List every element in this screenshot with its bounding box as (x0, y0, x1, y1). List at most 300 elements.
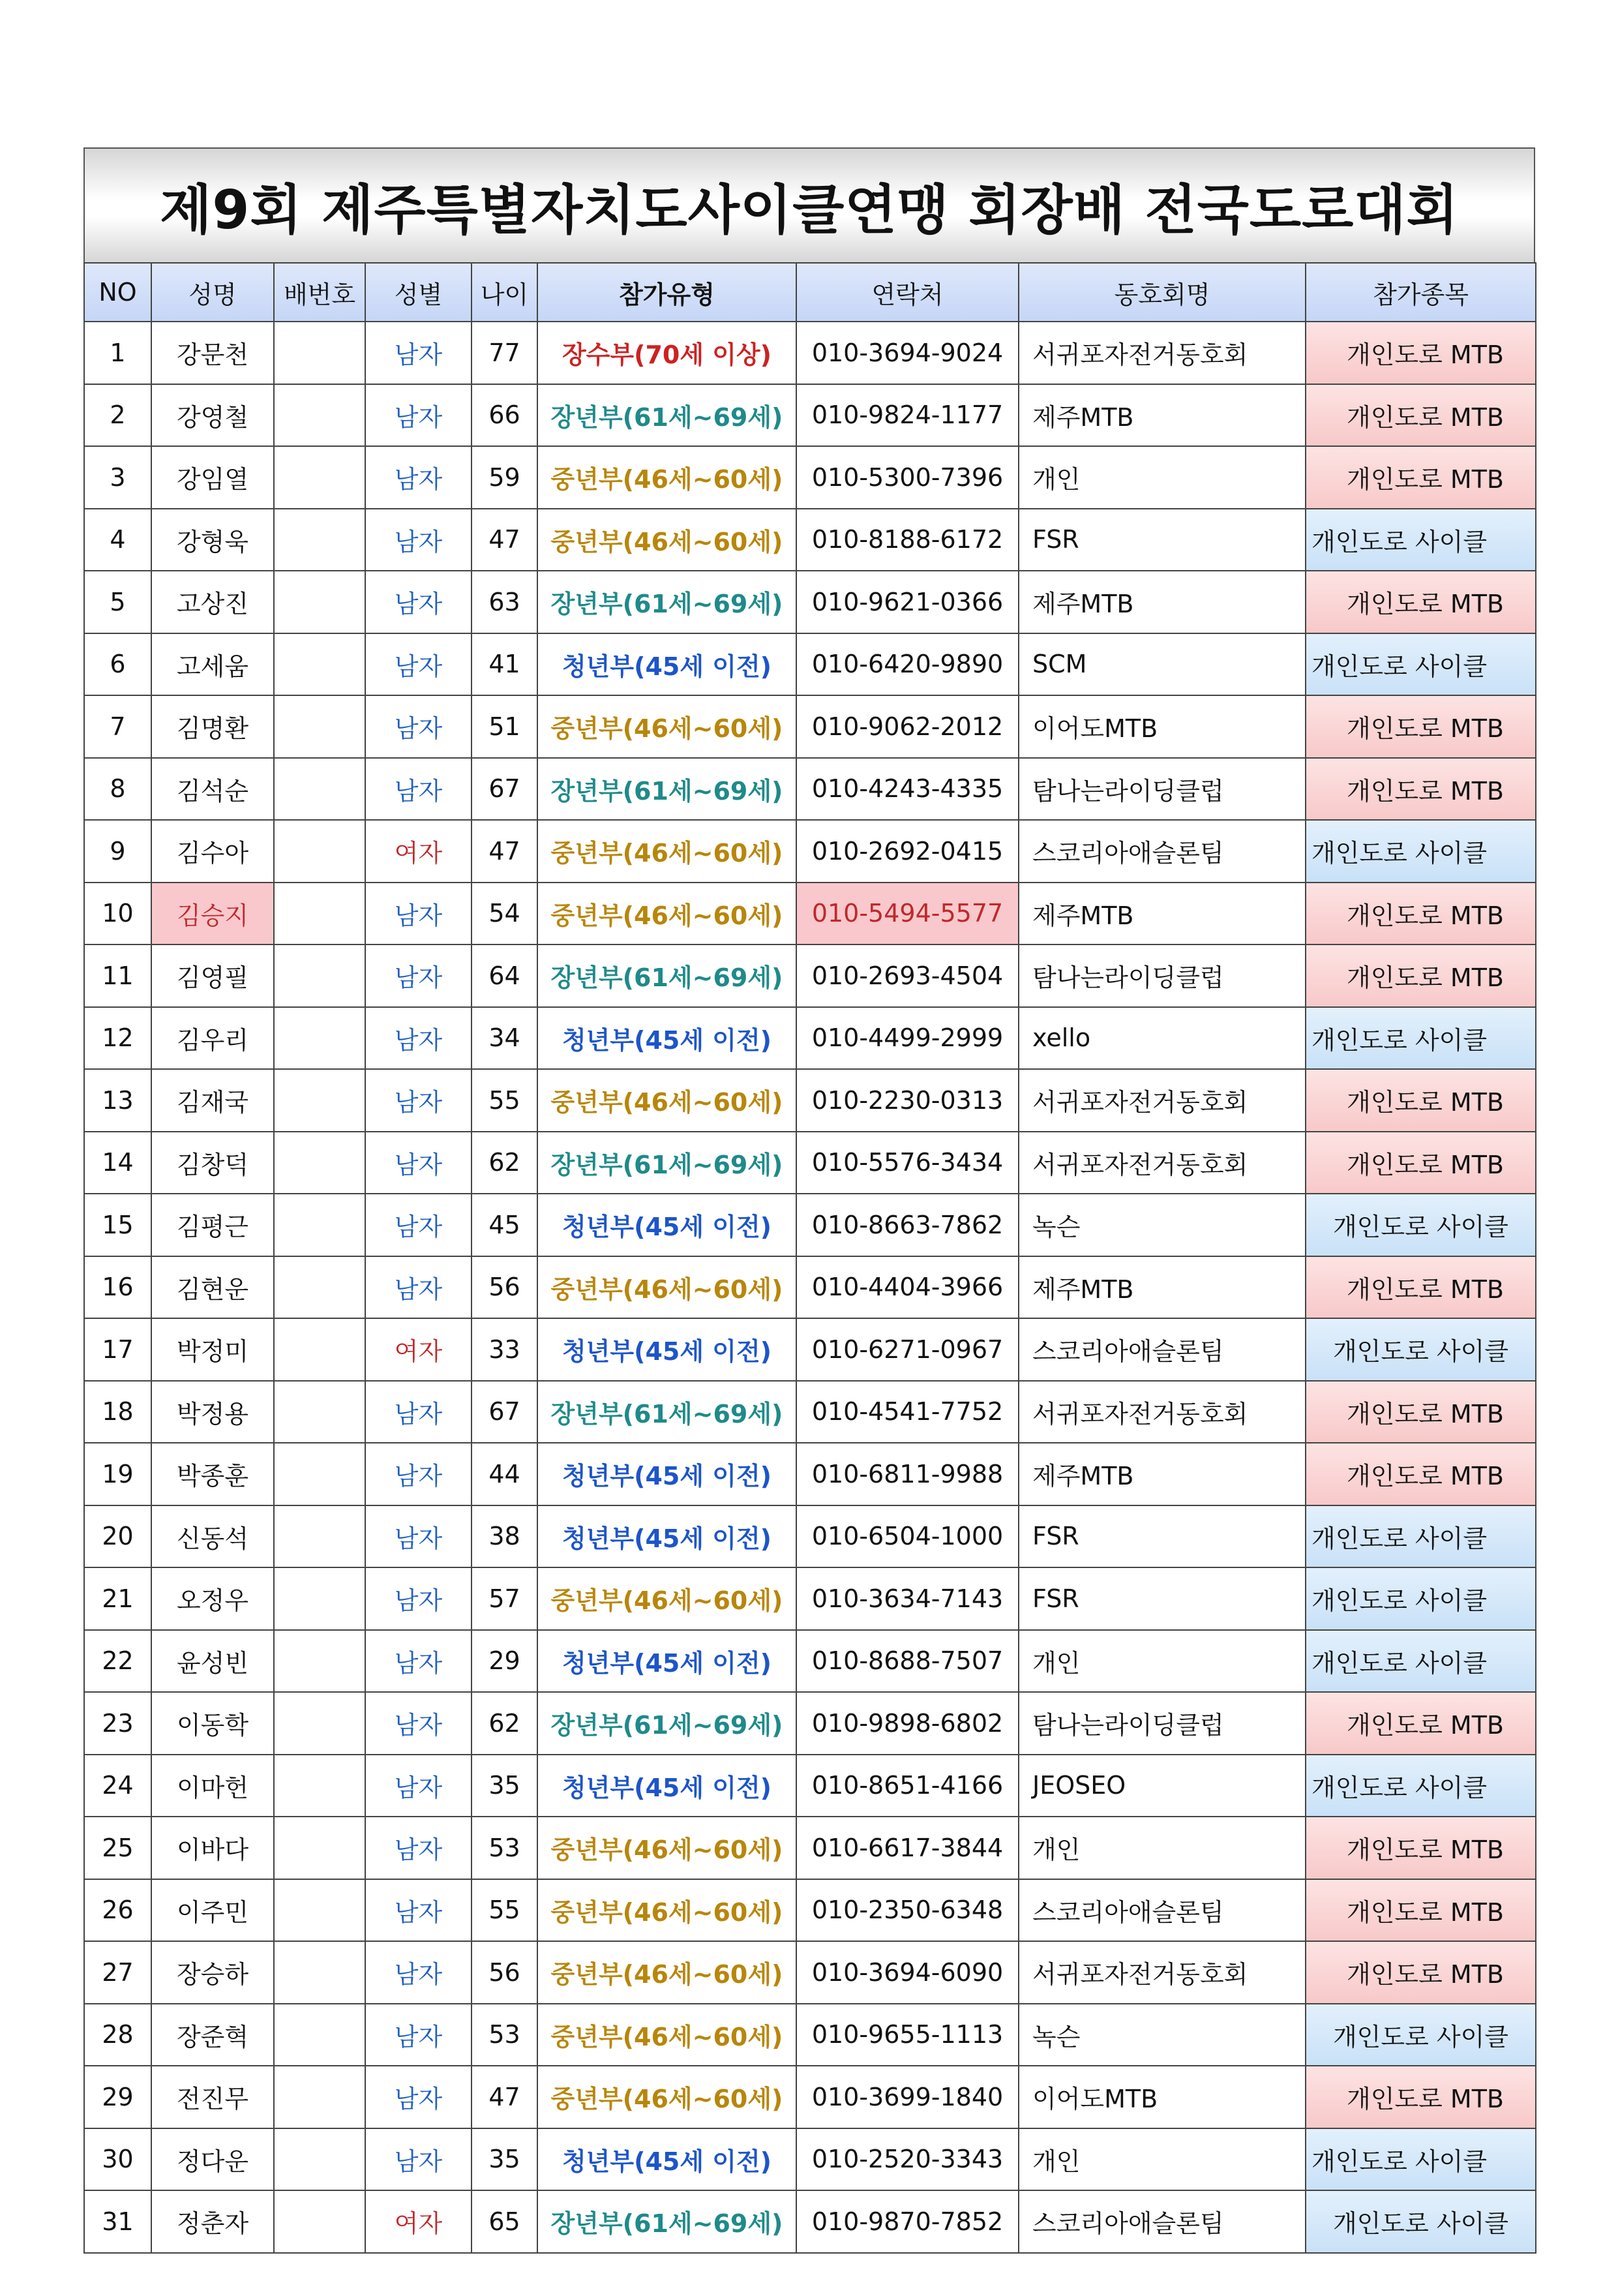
cell-category: 중년부(46세~60세) (537, 1941, 796, 2004)
cell-name: 장준혁 (151, 2004, 274, 2066)
cell-club: 스코리아애슬론팀 (1019, 820, 1306, 883)
cell-event: 개인도로 사이클 (1306, 1567, 1536, 1630)
cell-age: 51 (472, 695, 537, 758)
cell-phone: 010-3694-9024 (796, 322, 1019, 384)
cell-category: 중년부(46세~60세) (537, 1817, 796, 1879)
cell-club: 개인 (1019, 2128, 1306, 2191)
cell-bib (274, 695, 365, 758)
cell-no: 3 (84, 446, 151, 509)
cell-no: 31 (84, 2190, 151, 2253)
cell-category: 중년부(46세~60세) (537, 1567, 796, 1630)
cell-no: 6 (84, 633, 151, 696)
cell-name: 김명환 (151, 695, 274, 758)
cell-event: 개인도로 사이클 (1306, 1007, 1536, 1070)
cell-club: 녹슨 (1019, 2004, 1306, 2066)
cell-category: 장년부(61세~69세) (537, 944, 796, 1007)
cell-phone: 010-9870-7852 (796, 2190, 1019, 2253)
cell-category: 장년부(61세~69세) (537, 1132, 796, 1194)
cell-age: 35 (472, 2128, 537, 2191)
col-header-name: 성명 (151, 263, 274, 322)
cell-gender: 남자 (365, 2004, 472, 2066)
cell-age: 62 (472, 1692, 537, 1755)
table-row (84, 758, 1536, 821)
cell-bib (274, 1256, 365, 1319)
table-row (84, 944, 1536, 1007)
cell-category: 장년부(61세~69세) (537, 571, 796, 633)
cell-no: 1 (84, 322, 151, 384)
cell-name: 이동학 (151, 1692, 274, 1755)
registration-sheet (83, 147, 1535, 2254)
cell-phone: 010-4404-3966 (796, 1256, 1019, 1319)
cell-bib (274, 1318, 365, 1381)
cell-event: 개인도로 사이클 (1306, 2190, 1536, 2253)
cell-name: 김승지 (151, 883, 274, 945)
cell-category: 장년부(61세~69세) (537, 758, 796, 821)
cell-event: 개인도로 MTB (1306, 571, 1536, 633)
cell-age: 77 (472, 322, 537, 384)
cell-club: 스코리아애슬론팀 (1019, 2190, 1306, 2253)
cell-phone: 010-3694-6090 (796, 1941, 1019, 2004)
cell-phone: 010-2692-0415 (796, 820, 1019, 883)
cell-age: 47 (472, 509, 537, 571)
cell-age: 55 (472, 1879, 537, 1942)
table-row (84, 1381, 1536, 1443)
cell-gender: 남자 (365, 1007, 472, 1070)
cell-name: 이마헌 (151, 1755, 274, 1817)
cell-event: 개인도로 사이클 (1306, 820, 1536, 883)
cell-category: 청년부(45세 이전) (537, 1318, 796, 1381)
cell-age: 29 (472, 1630, 537, 1693)
cell-category: 청년부(45세 이전) (537, 1194, 796, 1256)
cell-age: 53 (472, 1817, 537, 1879)
cell-event: 개인도로 사이클 (1306, 2004, 1536, 2066)
cell-phone: 010-5300-7396 (796, 446, 1019, 509)
cell-age: 47 (472, 2066, 537, 2128)
cell-event: 개인도로 MTB (1306, 883, 1536, 945)
table-row (84, 446, 1536, 509)
cell-gender: 남자 (365, 1630, 472, 1693)
cell-age: 41 (472, 633, 537, 696)
cell-no: 16 (84, 1256, 151, 1319)
table-row (84, 384, 1536, 447)
participant-table (83, 262, 1536, 2254)
cell-gender: 남자 (365, 1505, 472, 1568)
table-row (84, 1007, 1536, 1070)
cell-bib (274, 1692, 365, 1755)
header-row (84, 263, 1536, 322)
cell-gender: 남자 (365, 758, 472, 821)
table-row (84, 1941, 1536, 2004)
cell-event: 개인도로 MTB (1306, 384, 1536, 447)
table-row (84, 1630, 1536, 1693)
cell-category: 중년부(46세~60세) (537, 820, 796, 883)
table-row (84, 1256, 1536, 1319)
cell-gender: 남자 (365, 2066, 472, 2128)
cell-event: 개인도로 MTB (1306, 1256, 1536, 1319)
cell-name: 이주민 (151, 1879, 274, 1942)
cell-bib (274, 446, 365, 509)
cell-bib (274, 322, 365, 384)
col-header-club: 동호회명 (1019, 263, 1306, 322)
cell-club: 제주MTB (1019, 384, 1306, 447)
cell-no: 26 (84, 1879, 151, 1942)
cell-category: 중년부(46세~60세) (537, 2066, 796, 2128)
cell-phone: 010-5494-5577 (796, 883, 1019, 945)
cell-bib (274, 1069, 365, 1132)
cell-bib (274, 509, 365, 571)
cell-age: 63 (472, 571, 537, 633)
cell-category: 중년부(46세~60세) (537, 883, 796, 945)
cell-phone: 010-9898-6802 (796, 1692, 1019, 1755)
cell-name: 고세움 (151, 633, 274, 696)
cell-no: 5 (84, 571, 151, 633)
cell-no: 13 (84, 1069, 151, 1132)
cell-bib (274, 1007, 365, 1070)
cell-event: 개인도로 사이클 (1306, 633, 1536, 696)
cell-bib (274, 820, 365, 883)
table-row (84, 1132, 1536, 1194)
cell-gender: 남자 (365, 695, 472, 758)
cell-phone: 010-5576-3434 (796, 1132, 1019, 1194)
cell-phone: 010-9655-1113 (796, 2004, 1019, 2066)
cell-club: 개인 (1019, 446, 1306, 509)
cell-gender: 남자 (365, 1194, 472, 1256)
cell-bib (274, 1755, 365, 1817)
cell-gender: 남자 (365, 1567, 472, 1630)
cell-club: 서귀포자전거동호회 (1019, 1132, 1306, 1194)
cell-no: 27 (84, 1941, 151, 2004)
cell-gender: 남자 (365, 509, 472, 571)
page-title: 제9회 제주특별자치도사이클연맹 회장배 전국도로대회 (160, 179, 1459, 241)
cell-club: FSR (1019, 1567, 1306, 1630)
cell-phone: 010-2693-4504 (796, 944, 1019, 1007)
cell-no: 4 (84, 509, 151, 571)
cell-name: 강임열 (151, 446, 274, 509)
cell-bib (274, 2066, 365, 2128)
cell-bib (274, 1132, 365, 1194)
table-row (84, 1443, 1536, 1505)
cell-no: 30 (84, 2128, 151, 2191)
table-row (84, 1879, 1536, 1942)
cell-event: 개인도로 MTB (1306, 695, 1536, 758)
cell-category: 청년부(45세 이전) (537, 1007, 796, 1070)
cell-category: 청년부(45세 이전) (537, 1755, 796, 1817)
cell-phone: 010-9824-1177 (796, 384, 1019, 447)
cell-event: 개인도로 MTB (1306, 1069, 1536, 1132)
table-row (84, 883, 1536, 945)
cell-no: 8 (84, 758, 151, 821)
table-row (84, 1069, 1536, 1132)
cell-name: 고상진 (151, 571, 274, 633)
table-row (84, 2066, 1536, 2128)
cell-name: 이바다 (151, 1817, 274, 1879)
cell-event: 개인도로 사이클 (1306, 1318, 1536, 1381)
cell-name: 김창덕 (151, 1132, 274, 1194)
cell-gender: 남자 (365, 1755, 472, 1817)
cell-event: 개인도로 MTB (1306, 446, 1536, 509)
cell-bib (274, 1630, 365, 1693)
cell-phone: 010-6504-1000 (796, 1505, 1019, 1568)
cell-no: 2 (84, 384, 151, 447)
cell-no: 12 (84, 1007, 151, 1070)
cell-age: 47 (472, 820, 537, 883)
cell-event: 개인도로 사이클 (1306, 2128, 1536, 2191)
cell-age: 59 (472, 446, 537, 509)
cell-category: 청년부(45세 이전) (537, 633, 796, 696)
table-row (84, 2190, 1536, 2253)
table-row (84, 2004, 1536, 2066)
cell-bib (274, 1381, 365, 1443)
cell-bib (274, 1567, 365, 1630)
cell-club: 제주MTB (1019, 1256, 1306, 1319)
cell-name: 강문천 (151, 322, 274, 384)
cell-event: 개인도로 MTB (1306, 1443, 1536, 1505)
cell-club: 녹슨 (1019, 1194, 1306, 1256)
cell-gender: 남자 (365, 1879, 472, 1942)
cell-event: 개인도로 사이클 (1306, 1755, 1536, 1817)
cell-bib (274, 2128, 365, 2191)
table-row (84, 1692, 1536, 1755)
cell-name: 김현운 (151, 1256, 274, 1319)
cell-event: 개인도로 MTB (1306, 1692, 1536, 1755)
cell-age: 57 (472, 1567, 537, 1630)
cell-category: 중년부(46세~60세) (537, 1256, 796, 1319)
cell-bib (274, 1505, 365, 1568)
cell-gender: 남자 (365, 1692, 472, 1755)
cell-no: 17 (84, 1318, 151, 1381)
cell-age: 64 (472, 944, 537, 1007)
cell-event: 개인도로 MTB (1306, 322, 1536, 384)
table-row (84, 633, 1536, 696)
cell-phone: 010-6271-0967 (796, 1318, 1019, 1381)
cell-age: 55 (472, 1069, 537, 1132)
cell-event: 개인도로 사이클 (1306, 1194, 1536, 1256)
cell-age: 62 (472, 1132, 537, 1194)
cell-club: JEOSEO (1019, 1755, 1306, 1817)
table-row (84, 322, 1536, 384)
cell-club: 개인 (1019, 1817, 1306, 1879)
cell-club: FSR (1019, 509, 1306, 571)
cell-category: 장년부(61세~69세) (537, 1692, 796, 1755)
cell-bib (274, 2004, 365, 2066)
cell-age: 44 (472, 1443, 537, 1505)
col-header-no: NO (84, 263, 151, 322)
cell-club: 서귀포자전거동호회 (1019, 1941, 1306, 2004)
cell-club: 이어도MTB (1019, 2066, 1306, 2128)
table-row (84, 1817, 1536, 1879)
cell-age: 38 (472, 1505, 537, 1568)
cell-club: 개인 (1019, 1630, 1306, 1693)
cell-event: 개인도로 사이클 (1306, 1630, 1536, 1693)
cell-category: 중년부(46세~60세) (537, 509, 796, 571)
cell-club: 이어도MTB (1019, 695, 1306, 758)
cell-phone: 010-6811-9988 (796, 1443, 1019, 1505)
cell-club: 탐나는라이딩클럽 (1019, 758, 1306, 821)
cell-age: 54 (472, 883, 537, 945)
cell-age: 33 (472, 1318, 537, 1381)
title-bar (83, 147, 1535, 262)
cell-gender: 여자 (365, 1318, 472, 1381)
cell-club: 서귀포자전거동호회 (1019, 1069, 1306, 1132)
cell-name: 정다운 (151, 2128, 274, 2191)
cell-category: 청년부(45세 이전) (537, 1630, 796, 1693)
col-header-event: 참가종목 (1306, 263, 1536, 322)
cell-age: 56 (472, 1941, 537, 2004)
cell-gender: 남자 (365, 1443, 472, 1505)
cell-club: 스코리아애슬론팀 (1019, 1318, 1306, 1381)
cell-club: 스코리아애슬론팀 (1019, 1879, 1306, 1942)
cell-category: 중년부(46세~60세) (537, 446, 796, 509)
cell-name: 박정미 (151, 1318, 274, 1381)
cell-no: 29 (84, 2066, 151, 2128)
cell-category: 장년부(61세~69세) (537, 2190, 796, 2253)
cell-name: 정춘자 (151, 2190, 274, 2253)
cell-bib (274, 1879, 365, 1942)
cell-phone: 010-6420-9890 (796, 633, 1019, 696)
cell-category: 장수부(70세 이상) (537, 322, 796, 384)
cell-no: 21 (84, 1567, 151, 1630)
cell-phone: 010-3699-1840 (796, 2066, 1019, 2128)
cell-bib (274, 944, 365, 1007)
cell-bib (274, 1194, 365, 1256)
cell-bib (274, 384, 365, 447)
cell-gender: 남자 (365, 883, 472, 945)
cell-age: 34 (472, 1007, 537, 1070)
table-row (84, 695, 1536, 758)
cell-phone: 010-4499-2999 (796, 1007, 1019, 1070)
cell-gender: 남자 (365, 1256, 472, 1319)
cell-event: 개인도로 MTB (1306, 1132, 1536, 1194)
cell-phone: 010-3634-7143 (796, 1567, 1019, 1630)
cell-no: 19 (84, 1443, 151, 1505)
cell-name: 김수아 (151, 820, 274, 883)
cell-phone: 010-8688-7507 (796, 1630, 1019, 1693)
cell-phone: 010-8663-7862 (796, 1194, 1019, 1256)
cell-category: 장년부(61세~69세) (537, 384, 796, 447)
cell-name: 김영필 (151, 944, 274, 1007)
cell-club: 탐나는라이딩클럽 (1019, 1692, 1306, 1755)
cell-club: 제주MTB (1019, 883, 1306, 945)
cell-event: 개인도로 MTB (1306, 2066, 1536, 2128)
cell-no: 22 (84, 1630, 151, 1693)
cell-bib (274, 633, 365, 696)
cell-name: 오정우 (151, 1567, 274, 1630)
col-header-category: 참가유형 (537, 263, 796, 322)
table-row (84, 571, 1536, 633)
cell-age: 35 (472, 1755, 537, 1817)
cell-no: 15 (84, 1194, 151, 1256)
cell-phone: 010-4541-7752 (796, 1381, 1019, 1443)
col-header-age: 나이 (472, 263, 537, 322)
cell-event: 개인도로 MTB (1306, 1381, 1536, 1443)
cell-bib (274, 2190, 365, 2253)
cell-phone: 010-2350-6348 (796, 1879, 1019, 1942)
cell-bib (274, 883, 365, 945)
cell-event: 개인도로 사이클 (1306, 509, 1536, 571)
cell-name: 신동석 (151, 1505, 274, 1568)
cell-club: SCM (1019, 633, 1306, 696)
col-header-phone: 연락처 (796, 263, 1019, 322)
cell-no: 9 (84, 820, 151, 883)
cell-no: 10 (84, 883, 151, 945)
cell-phone: 010-4243-4335 (796, 758, 1019, 821)
cell-category: 청년부(45세 이전) (537, 1505, 796, 1568)
cell-name: 강영철 (151, 384, 274, 447)
col-header-bib: 배번호 (274, 263, 365, 322)
cell-no: 14 (84, 1132, 151, 1194)
cell-gender: 여자 (365, 820, 472, 883)
cell-event: 개인도로 MTB (1306, 1941, 1536, 2004)
cell-bib (274, 571, 365, 633)
cell-age: 66 (472, 384, 537, 447)
cell-category: 청년부(45세 이전) (537, 2128, 796, 2191)
cell-name: 윤성빈 (151, 1630, 274, 1693)
cell-age: 65 (472, 2190, 537, 2253)
cell-gender: 남자 (365, 571, 472, 633)
table-row (84, 1505, 1536, 1568)
cell-phone: 010-2230-0313 (796, 1069, 1019, 1132)
cell-club: 탐나는라이딩클럽 (1019, 944, 1306, 1007)
cell-bib (274, 1443, 365, 1505)
cell-gender: 남자 (365, 1817, 472, 1879)
cell-gender: 남자 (365, 633, 472, 696)
cell-name: 박종훈 (151, 1443, 274, 1505)
cell-club: xello (1019, 1007, 1306, 1070)
cell-gender: 남자 (365, 446, 472, 509)
cell-club: 제주MTB (1019, 1443, 1306, 1505)
cell-gender: 남자 (365, 1069, 472, 1132)
cell-event: 개인도로 MTB (1306, 1879, 1536, 1942)
cell-gender: 남자 (365, 322, 472, 384)
cell-gender: 남자 (365, 1381, 472, 1443)
cell-no: 7 (84, 695, 151, 758)
cell-bib (274, 1817, 365, 1879)
cell-category: 중년부(46세~60세) (537, 1879, 796, 1942)
cell-no: 18 (84, 1381, 151, 1443)
cell-no: 11 (84, 944, 151, 1007)
cell-phone: 010-8188-6172 (796, 509, 1019, 571)
cell-phone: 010-9621-0366 (796, 571, 1019, 633)
table-row (84, 2128, 1536, 2191)
cell-no: 28 (84, 2004, 151, 2066)
cell-gender: 남자 (365, 1941, 472, 2004)
cell-name: 전진무 (151, 2066, 274, 2128)
cell-name: 장승하 (151, 1941, 274, 2004)
cell-category: 중년부(46세~60세) (537, 1069, 796, 1132)
cell-age: 67 (472, 1381, 537, 1443)
cell-gender: 남자 (365, 1132, 472, 1194)
cell-age: 56 (472, 1256, 537, 1319)
cell-club: 서귀포자전거동호회 (1019, 1381, 1306, 1443)
cell-bib (274, 1941, 365, 2004)
cell-phone: 010-6617-3844 (796, 1817, 1019, 1879)
cell-name: 박정용 (151, 1381, 274, 1443)
table-row (84, 1194, 1536, 1256)
cell-name: 김재국 (151, 1069, 274, 1132)
cell-club: 서귀포자전거동호회 (1019, 322, 1306, 384)
cell-club: FSR (1019, 1505, 1306, 1568)
table-row (84, 1318, 1536, 1381)
cell-name: 강형욱 (151, 509, 274, 571)
cell-category: 중년부(46세~60세) (537, 2004, 796, 2066)
cell-category: 중년부(46세~60세) (537, 695, 796, 758)
table-row (84, 820, 1536, 883)
cell-age: 45 (472, 1194, 537, 1256)
table-row (84, 1567, 1536, 1630)
cell-gender: 여자 (365, 2190, 472, 2253)
cell-phone: 010-8651-4166 (796, 1755, 1019, 1817)
cell-event: 개인도로 사이클 (1306, 1505, 1536, 1568)
